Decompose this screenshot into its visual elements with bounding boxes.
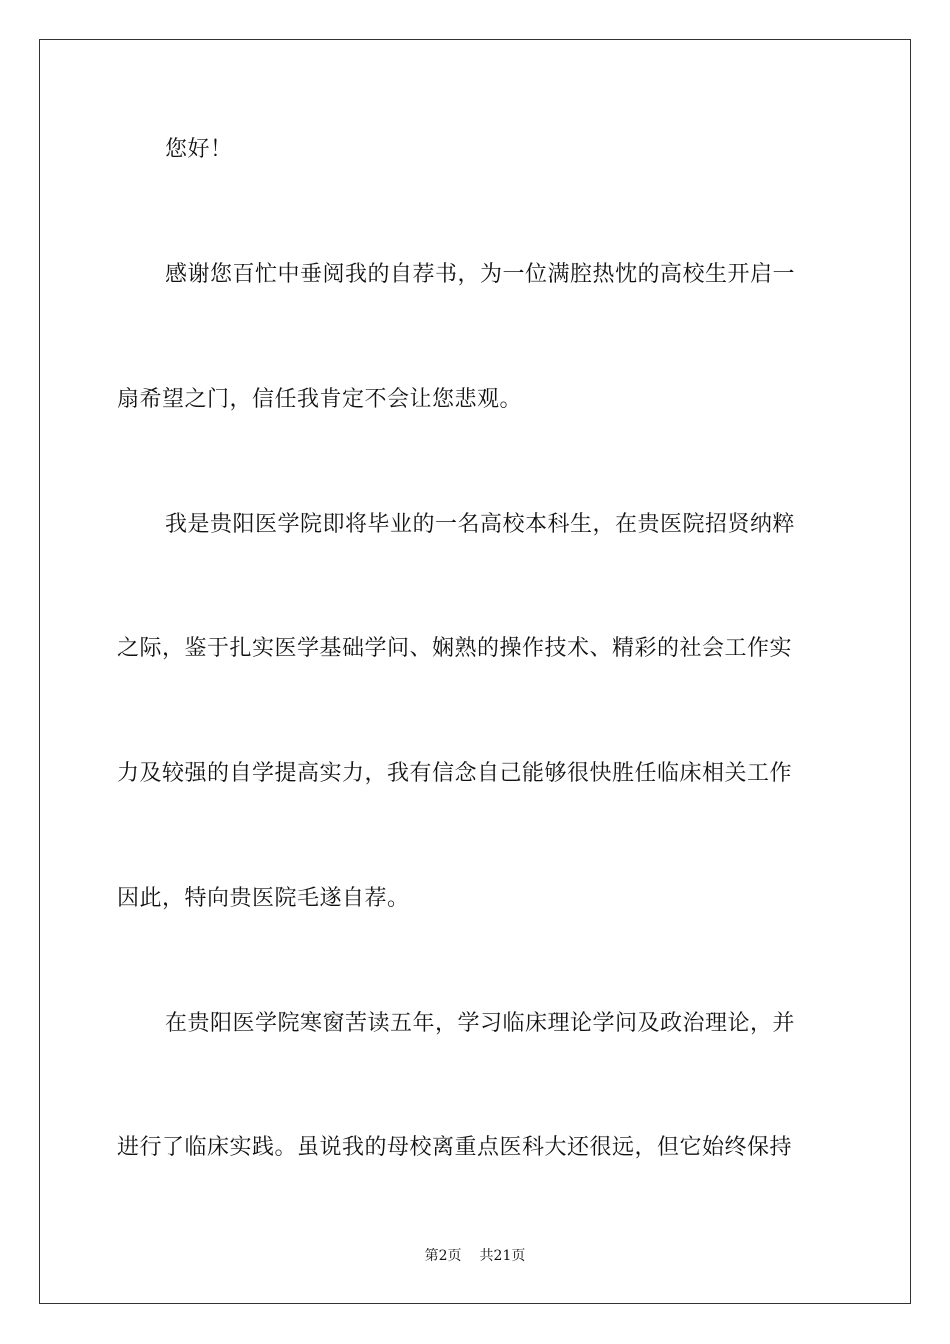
paragraph-line: 扇希望之门，信任我肯定不会让您悲观。 — [117, 387, 523, 412]
paragraph-line: 我是贵阳医学院即将毕业的一名高校本科生，在贵医院招贤纳粹 — [165, 512, 796, 537]
paragraph-line: 之际，鉴于扎实医学基础学问、娴熟的操作技术、精彩的社会工作实 — [117, 636, 793, 661]
paragraph-line: 在贵阳医学院寒窗苦读五年，学习临床理论学问及政治理论，并 — [165, 1011, 796, 1036]
paragraph-line: 力及较强的自学提高实力，我有信念自己能够很快胜任临床相关工作 — [117, 761, 793, 786]
paragraph-line: 因此，特向贵医院毛遂自荐。 — [117, 886, 410, 911]
page-frame — [39, 39, 911, 1304]
page-total: 共21页 — [479, 1248, 526, 1264]
page-footer — [0, 1247, 950, 1265]
paragraph-line: 进行了临床实践。虽说我的母校离重点医科大还很远，但它始终保持 — [117, 1135, 793, 1160]
paragraph-line: 感谢您百忙中垂阅我的自荐书，为一位满腔热忱的高校生开启一 — [165, 262, 796, 287]
greeting-line: 您好！ — [165, 137, 233, 162]
page-number: 第2页 — [424, 1248, 462, 1264]
